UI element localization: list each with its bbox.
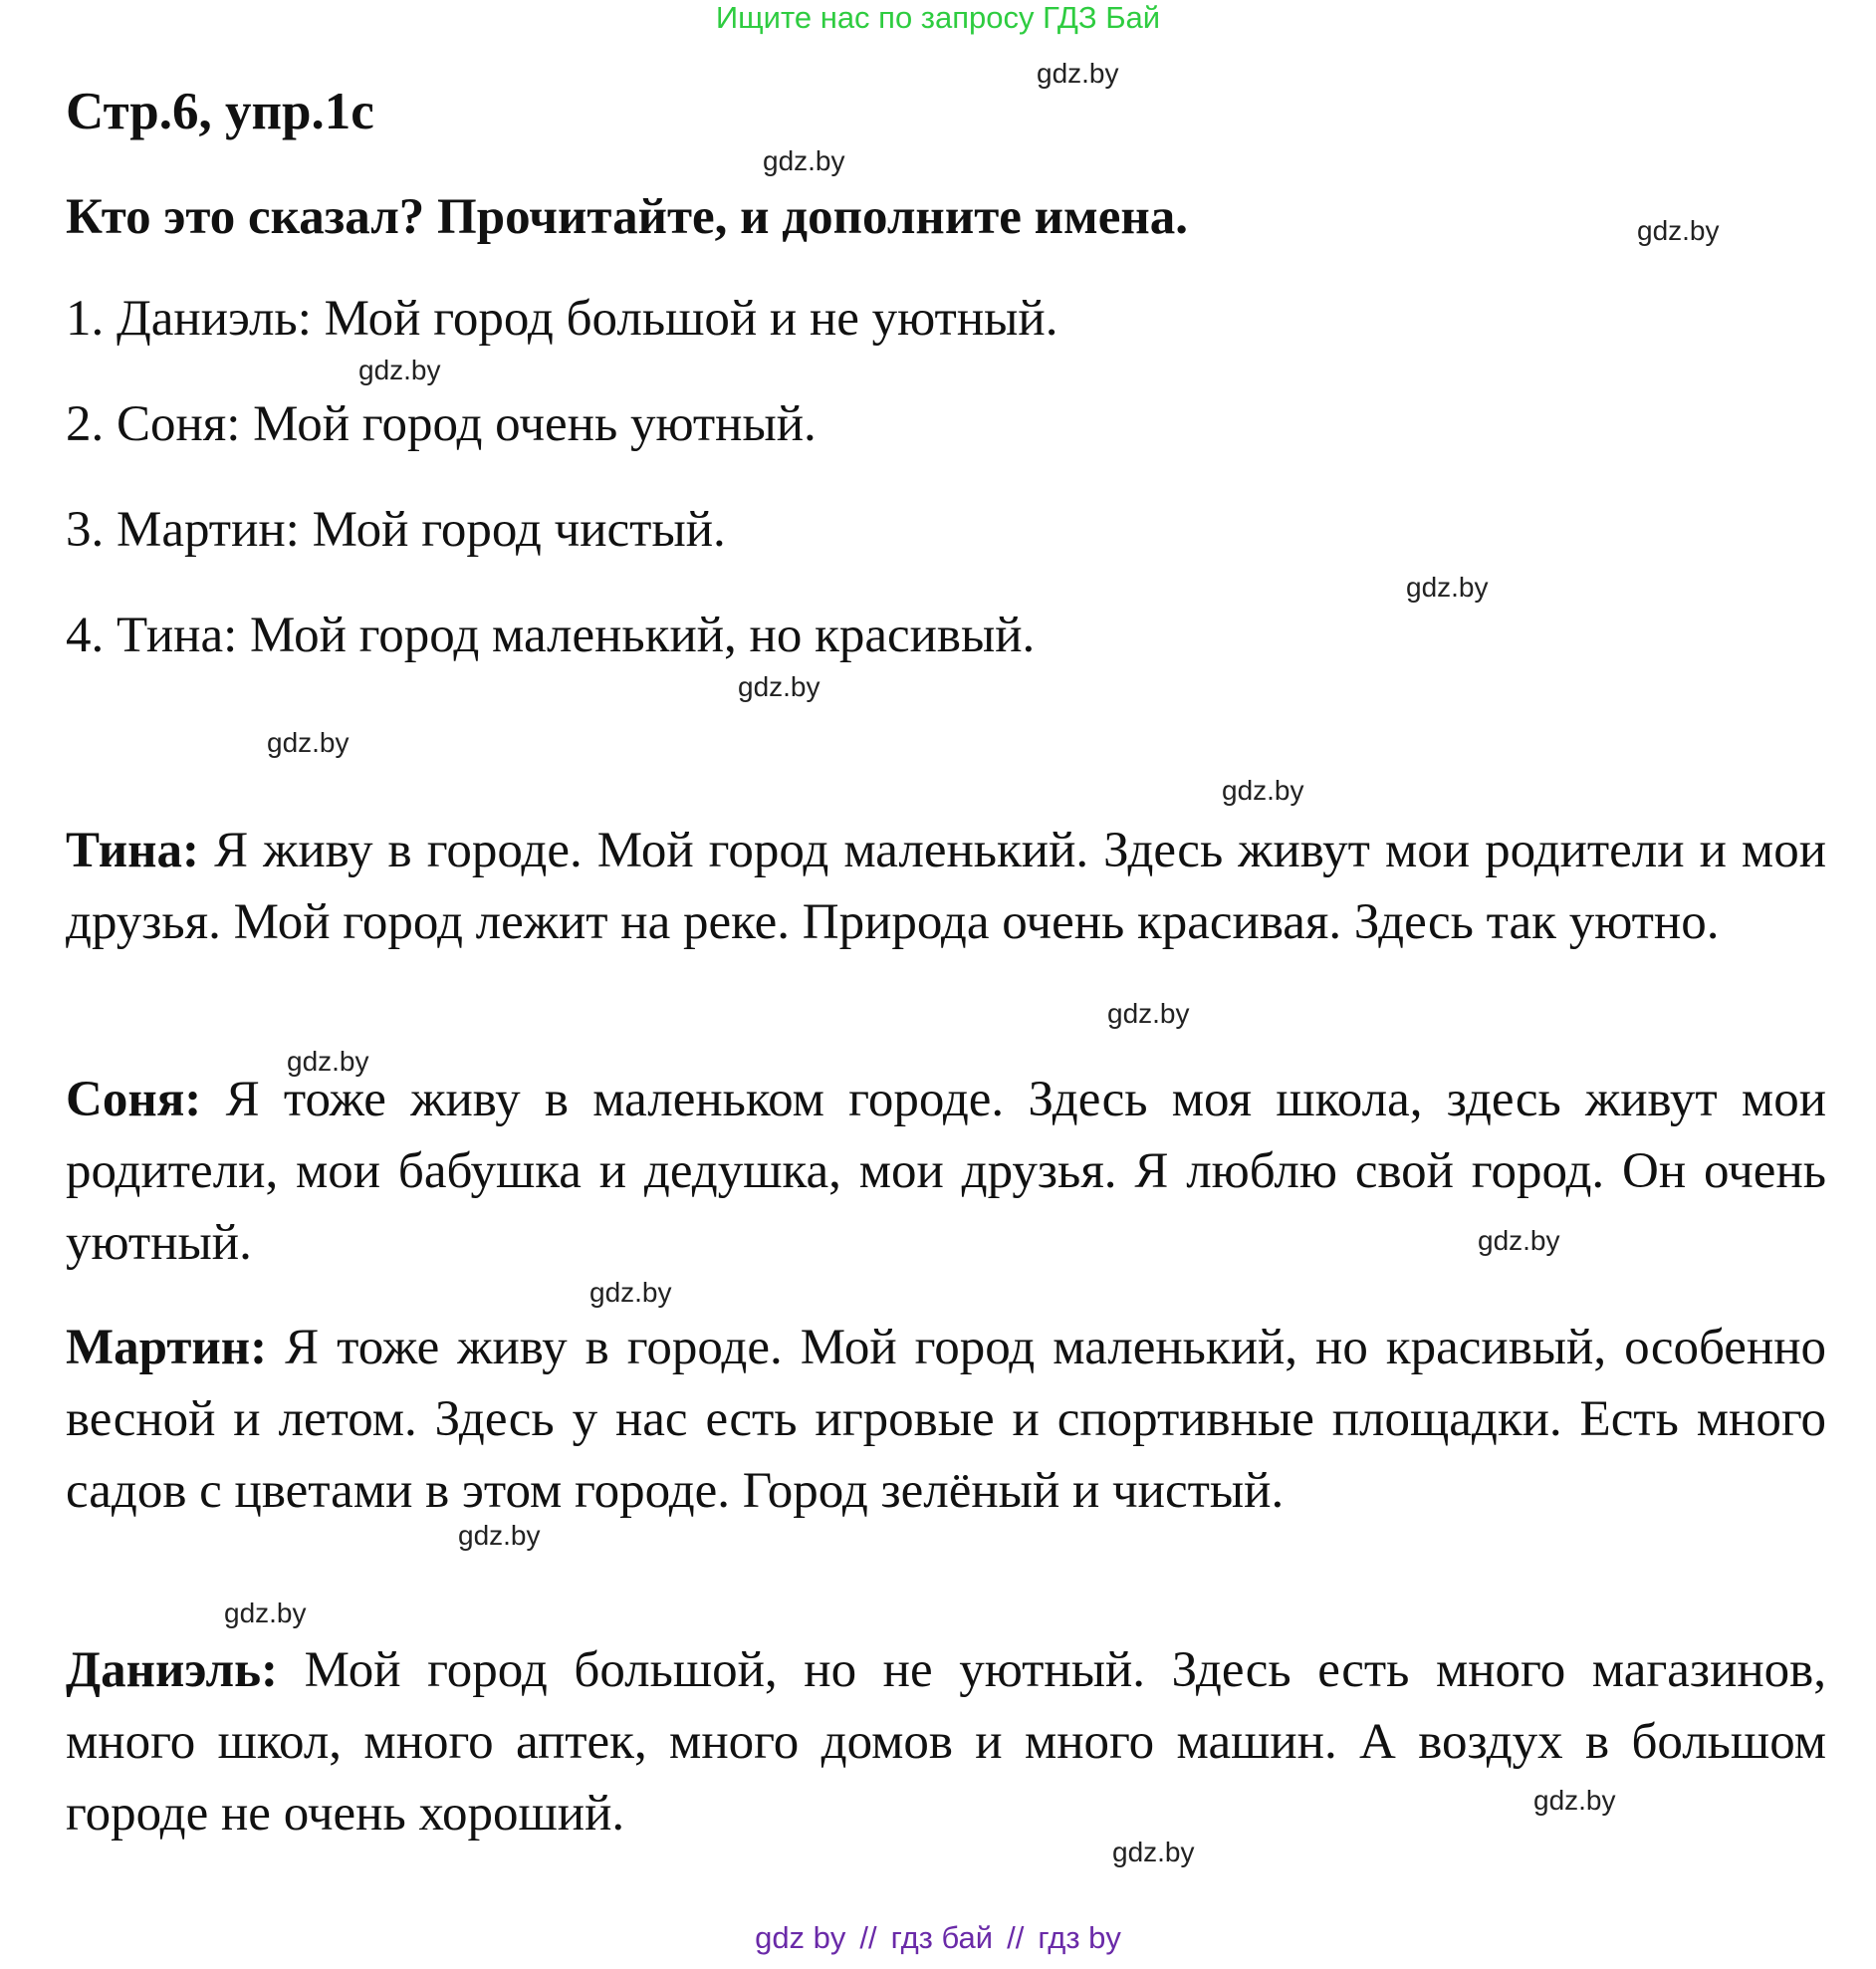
paragraph-text: Я живу в городе. Мой город маленький. Здесь живут мои родители и мои друзья. Мой город лежит на реке. Природа очень красивая. Здесь так уютно. [66, 823, 1826, 950]
answer-item: 4. Тина: Мой город маленький, но красивый. [66, 608, 1036, 663]
speaker-name: Тина: [66, 823, 199, 878]
watermark-text: gdz.by [1478, 1225, 1560, 1256]
answer-item: 2. Соня: Мой город очень уютный. [66, 396, 817, 452]
speaker-name: Даниэль: [66, 1642, 279, 1698]
text-paragraph-daniel [66, 1634, 1826, 1849]
answer-item: 3. Мартин: Мой город чистый. [66, 502, 726, 558]
footer-link[interactable]: гдз by [1038, 1920, 1121, 1955]
watermark-text: gdz.by [1406, 572, 1489, 603]
watermark-text: gdz.by [224, 1598, 307, 1628]
paragraph-text: Я тоже живу в городе. Мой город маленький, но красивый, особенно весной и летом. Здесь у нас есть игровые и спортивные площадки. Есть много садов с цветами в этом городе. Город зелёный и чистый. [66, 1320, 1826, 1519]
exercise-instruction: Кто это сказал? Прочитайте, и дополните имена. [66, 189, 1189, 245]
footer-separator: // [859, 1920, 877, 1955]
footer-link[interactable]: gdz by [755, 1920, 846, 1955]
watermark-text: gdz.by [1037, 58, 1119, 89]
watermark-text: gdz.by [1112, 1837, 1195, 1867]
watermark-text: gdz.by [287, 1046, 369, 1077]
footer-links [0, 1920, 1876, 1956]
watermark-text: gdz.by [1637, 215, 1720, 246]
speaker-name: Соня: [66, 1072, 202, 1127]
watermark-text: gdz.by [458, 1520, 541, 1551]
watermark-text: gdz.by [267, 727, 350, 758]
answer-item: 1. Даниэль: Мой город большой и не уютный. [66, 291, 1058, 347]
watermark-text: gdz.by [358, 355, 441, 385]
watermark-text: gdz.by [1222, 775, 1304, 806]
text-paragraph-sonya [66, 1064, 1826, 1279]
text-paragraph-tina [66, 815, 1826, 958]
top-banner: Ищите нас по запросу ГДЗ Бай [715, 0, 1161, 35]
watermark-text: gdz.by [738, 671, 821, 702]
watermark-text: gdz.by [1107, 998, 1190, 1029]
watermark-text: gdz.by [763, 145, 845, 176]
watermark-text: gdz.by [1533, 1785, 1616, 1816]
footer-separator: // [1007, 1920, 1025, 1955]
paragraph-text: Мой город большой, но не уютный. Здесь есть много магазинов, много школ, много аптек, много домов и много машин. А воздух в большом городе не очень хороший. [66, 1642, 1826, 1842]
watermark-text: gdz.by [589, 1277, 672, 1308]
paragraph-text: Я тоже живу в маленьком городе. Здесь моя школа, здесь живут мои родители, мои бабушка и дедушка, мои друзья. Я люблю свой город. Он очень уютный. [66, 1072, 1826, 1271]
page-title: Стр.6, упр.1с [66, 83, 374, 140]
speaker-name: Мартин: [66, 1320, 268, 1375]
text-paragraph-martin [66, 1312, 1826, 1527]
footer-link[interactable]: гдз бай [890, 1920, 994, 1955]
